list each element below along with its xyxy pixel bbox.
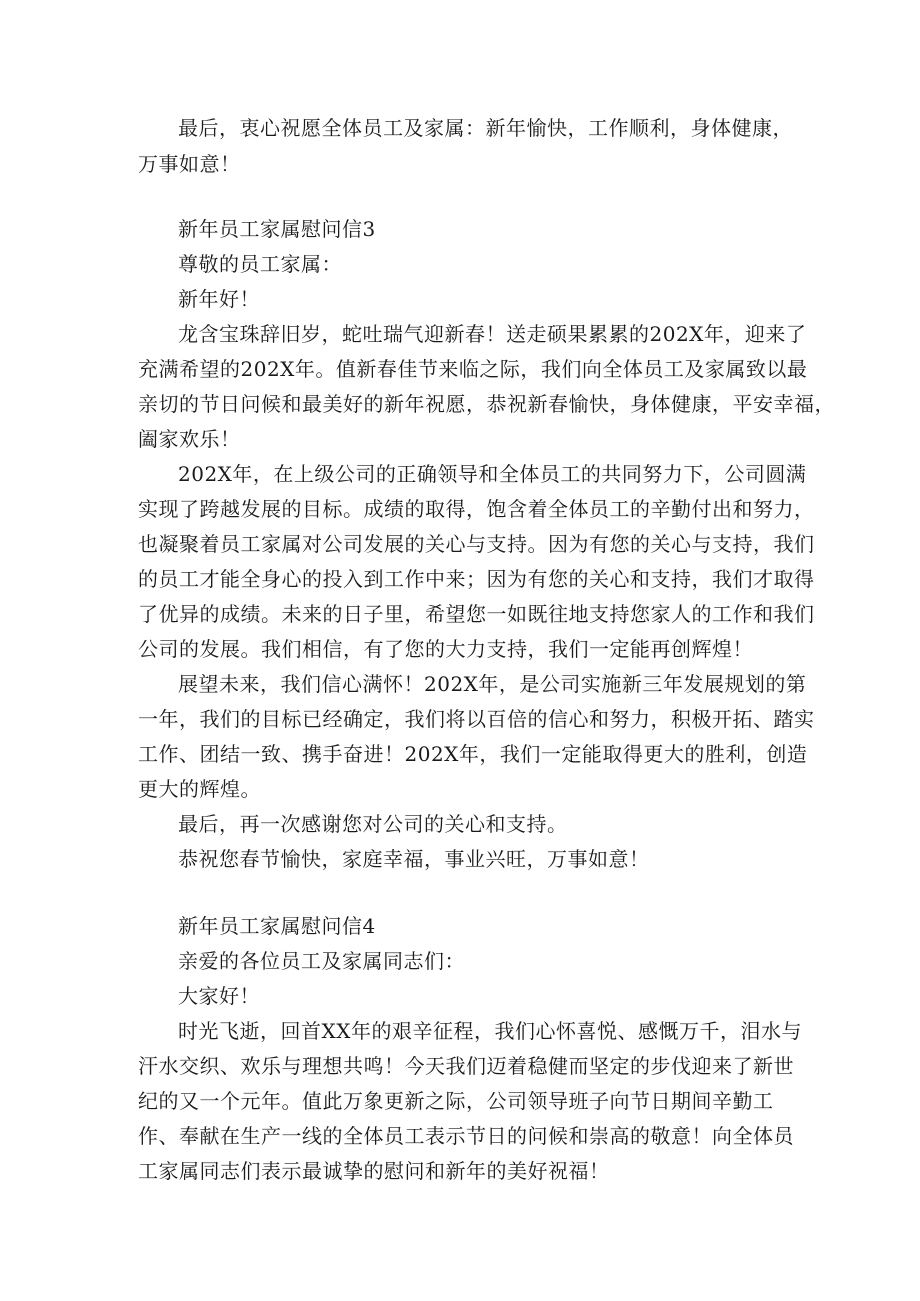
- paragraph-line: 一年，我们的目标已经确定，我们将以百倍的信心和努力，积极开拓、踏实: [138, 707, 815, 731]
- paragraph-line: 更大的辉煌。: [138, 777, 261, 801]
- letter-4-greeting: 亲爱的各位员工及家属同志们：: [178, 949, 465, 973]
- paragraph-line: 工作、团结一致、携手奋进！202X年，我们一定能取得更大的胜利，创造: [138, 742, 808, 766]
- paragraph-line: 公司的发展。我们相信，有了您的大力支持，我们一定能再创辉煌！: [138, 637, 753, 661]
- paragraph-line: 恭祝您春节愉快，家庭幸福，事业兴旺，万事如意！: [178, 847, 650, 871]
- paragraph-line: 最后，再一次感谢您对公司的关心和支持。: [178, 812, 568, 836]
- paragraph-line: 纪的又一个元年。值此万象更新之际，公司领导班子向节日期间辛勤工: [138, 1089, 774, 1113]
- closing-line: 最后，衷心祝愿全体员工及家属：新年愉快，工作顺利，身体健康，: [178, 116, 793, 140]
- paragraph-line: 202X年，在上级公司的正确领导和全体员工的共同努力下，公司圆满: [178, 462, 807, 486]
- letter-3-greeting: 尊敬的员工家属：: [178, 252, 342, 276]
- paragraph-line: 龙含宝珠辞旧岁，蛇吐瑞气迎新春！送走硕果累累的202X年，迎来了: [178, 322, 807, 346]
- letter-4-title: 新年员工家属慰问信4: [178, 914, 376, 938]
- paragraph-line: 汗水交织、欢乐与理想共鸣！今天我们迈着稳健而坚定的步伐迎来了新世: [138, 1054, 794, 1078]
- paragraph-line: 了优异的成绩。未来的日子里，希望您一如既往地支持您家人的工作和我们: [138, 602, 815, 626]
- paragraph-line: 工家属同志们表示最诚挚的慰问和新年的美好祝福！: [138, 1159, 610, 1183]
- paragraph-line: 时光飞逝，回首XX年的艰辛征程，我们心怀喜悦、感慨万千，泪水与: [178, 1019, 802, 1043]
- letter-4-salutation: 大家好！: [178, 984, 260, 1008]
- letter-3-salutation: 新年好！: [178, 287, 260, 311]
- paragraph-line: 也凝聚着员工家属对公司发展的关心与支持。因为有您的关心与支持，我们: [138, 532, 815, 556]
- closing-line: 万事如意！: [138, 152, 241, 176]
- paragraph-line: 充满希望的202X年。值新春佳节来临之际，我们向全体员工及家属致以最: [138, 357, 808, 381]
- paragraph-line: 亲切的节日问候和最美好的新年祝愿，恭祝新春愉快，身体健康，平安幸福，: [138, 392, 835, 416]
- paragraph-line: 展望未来，我们信心满怀！202X年，是公司实施新三年发展规划的第: [178, 672, 807, 696]
- paragraph-line: 实现了跨越发展的目标。成绩的取得，饱含着全体员工的辛勤付出和努力，: [138, 497, 815, 521]
- paragraph-line: 作、奉献在生产一线的全体员工表示节日的问候和崇高的敬意！向全体员: [138, 1124, 794, 1148]
- paragraph-line: 的员工才能全身心的投入到工作中来；因为有您的关心和支持，我们才取得: [138, 567, 815, 591]
- letter-3-title: 新年员工家属慰问信3: [178, 217, 376, 241]
- paragraph-line: 阖家欢乐！: [138, 427, 241, 451]
